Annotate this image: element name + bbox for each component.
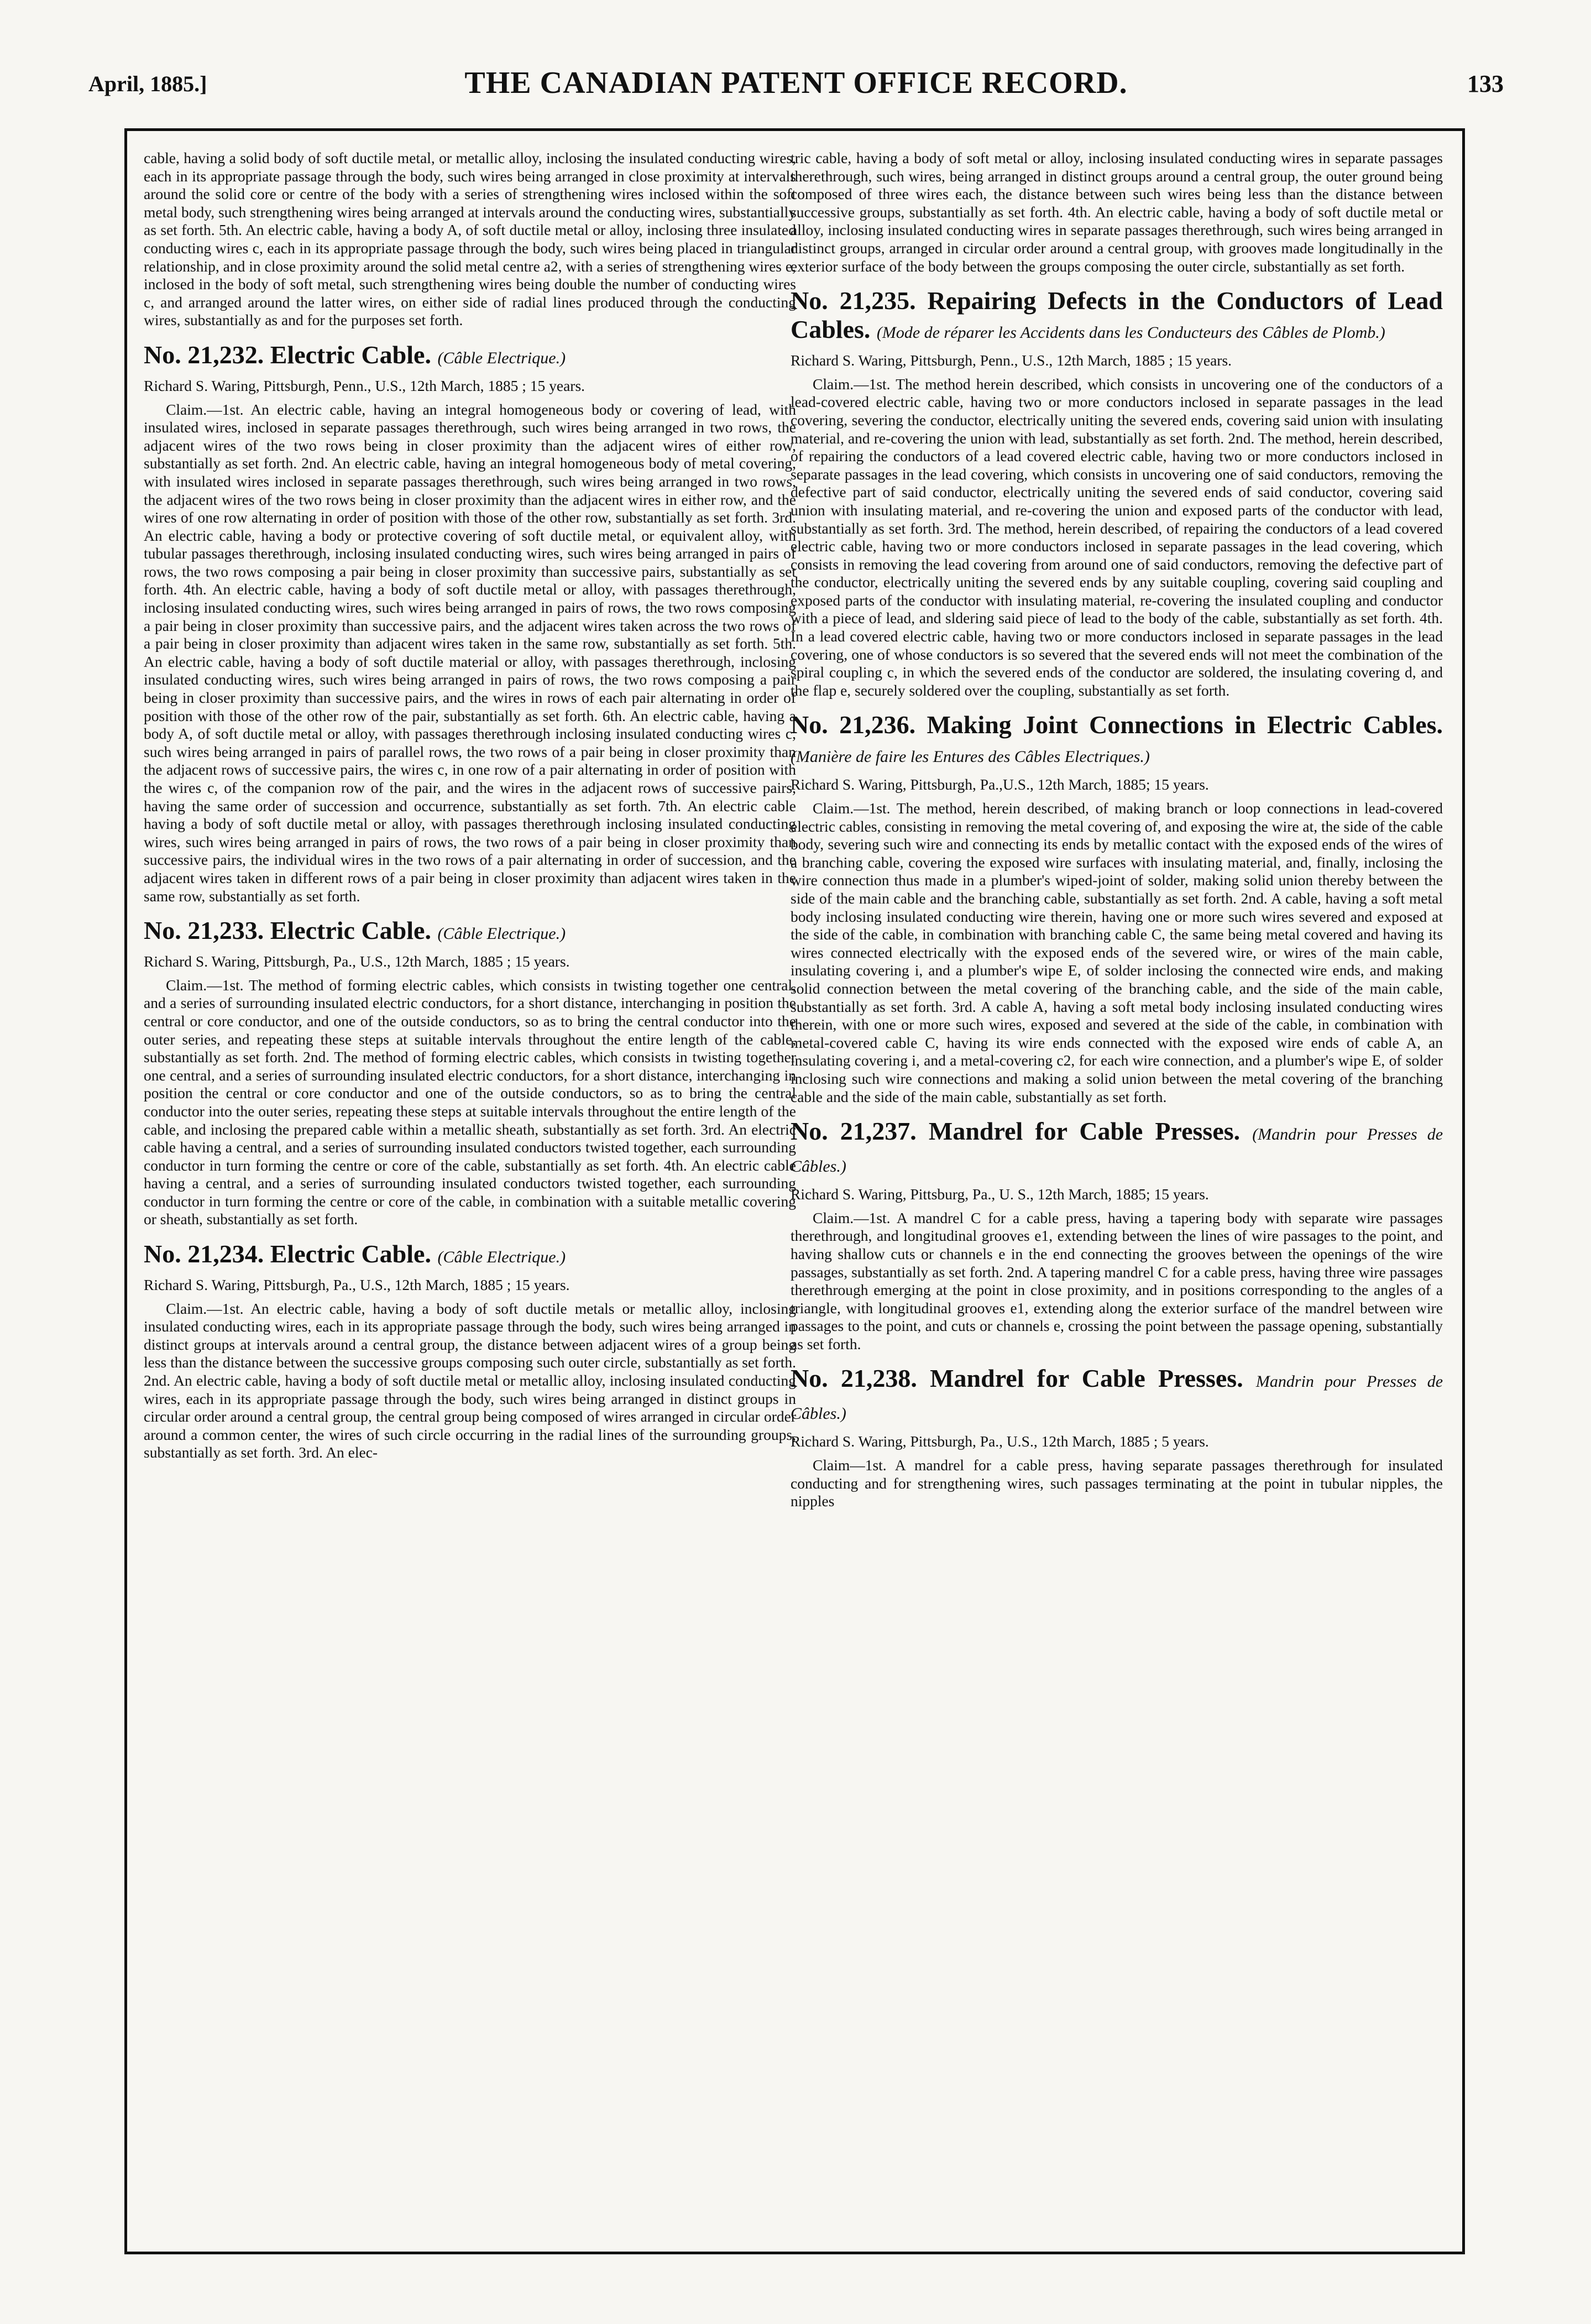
patent-title-french: Mandrin pour Presses de Câbles.) xyxy=(791,1372,1443,1423)
issue-date: April, 1885.] xyxy=(88,71,207,96)
patentee-line: Richard S. Waring, Pittsburg, Pa., U. S., 12th March, 1885; 15 years. xyxy=(791,1185,1209,1203)
journal-title: THE CANADIAN PATENT OFFICE RECORD. xyxy=(464,66,1128,100)
patent-title-french: (Câble Electrique.) xyxy=(437,348,566,367)
patent-heading xyxy=(791,1117,1443,1181)
patentee-line: Richard S. Waring, Pittsburgh, Pa., U.S., 12th March, 1885 ; 15 years. xyxy=(144,1276,570,1294)
patent-title-french: (Câble Electrique.) xyxy=(437,1248,566,1267)
page-number: 133 xyxy=(1467,70,1504,97)
patent-number: No. 21,236. xyxy=(791,711,916,739)
patent-entry xyxy=(144,341,796,905)
patent-entry xyxy=(791,1117,1443,1353)
patent-title: Electric Cable. xyxy=(270,916,431,945)
patent-title-french: (Mode de réparer les Accidents dans les Conducteurs des Câbles de Plomb.) xyxy=(876,323,1385,342)
patent-entry xyxy=(144,1240,796,1462)
patent-entry xyxy=(791,286,1443,699)
patent-number: No. 21,237. xyxy=(791,1117,917,1146)
continued-claim-text: tric cable, having a body of soft metal or alloy, inclosing insulated conducting wires in separate passages therethrough, such wires, being arranged in distinct groups around a central group, the outer ground being composed of three wires each, the distance between such wires being less than the distance between successive groups, substantially as set forth. 4th. An electric cable, having a body of soft ductile metal or alloy, inclosing insulated conducting wires in separate passages therethrough, such wires being arranged in distinct groups, arranged in circular order around a central group, with grooves made longitudinally in the exterior surface of the body between the groups composing the outer circle, substantially as set forth. xyxy=(791,149,1443,275)
patentee-line: Richard S. Waring, Pittsburgh, Pa., U.S., 12th March, 1885 ; 15 years. xyxy=(144,953,570,970)
patent-title: Repairing Defects in the Conductors of Lead Cables. xyxy=(791,286,1443,344)
patent-heading xyxy=(791,286,1443,347)
patent-title-french: (Manière de faire les Entures des Câbles Electriques.) xyxy=(791,748,1150,766)
patent-title: Mandrel for Cable Presses. xyxy=(928,1117,1241,1146)
patent-title: Electric Cable. xyxy=(270,1240,431,1268)
patent-title: Making Joint Connections in Electric Cables. xyxy=(927,711,1443,739)
patent-title-french: (Câble Electrique.) xyxy=(437,925,566,943)
patentee-line: Richard S. Waring, Pittsburgh, Penn., U.S., 12th March, 1885 ; 15 years. xyxy=(144,377,585,394)
patent-number: No. 21,234. xyxy=(144,1240,264,1268)
claim-text: Claim.—1st. The method herein described, which consists in uncovering one of the conductors of a lead-covered electric cable, having two or more conductors inclosed in separate passages in the lead covering, severing the conductor, electrically uniting the severed ends, covering said union with insulating material, and re-covering the union with lead, substantially as set forth. 2nd. The method, herein described, of repairing the conductors of a lead covered electric cable, having two or more conductors inclosed in separate passages in the lead covering, which consists in uncovering one of said conductors, removing the defective part of said conductor, electrically uniting the severed ends of said conductor, covering said union with insulating material, and re-covering the union and exposed parts of the conductor with lead, substantially as set forth. 3rd. The method, herein described, of repairing the conductors of a lead covered electric cable, having two or more conductors inclosed in separate passages in the lead covering, which consists in removing the lead covering from around one of said conductors, removing the defective part of the conductor, electrically uniting the severed ends by any suitable coupling, covering said coupling and exposed parts of the conductor with insulating material, re-covering the insulated coupling and conductor with a piece of lead, and sldering said piece of lead to the body of the cable, substantially as set forth. 4th. In a lead covered electric cable, having two or more conductors inclosed in separate passages in the lead covering, one of whose conductors is so severed that the severed ends will not meet the combination of the spiral coupling c, in which the severed ends of the conductor are soldered, the insulating covering d, and the flap e, securely soldered over the coupling, substantially as set forth. xyxy=(791,375,1443,699)
claim-text: Claim.—1st. The method, herein described, of making branch or loop connections in lead-covered electric cables, consisting in removing the metal covering of, and exposing the wire at, the side of the cable body, severing such wire and connecting its ends by metallic contact with the exposed ends of the wires of a branching cable, covering the exposed wire surfaces with insulating material, and, finally, inclosing the wire connection thus made in a plumber's wiped-joint of solder, making solid union thereby between the side of the main cable and the branching cable, substantially as set forth. 2nd. A cable, having a soft metal body inclosing insulated conducting wire therein, having one or more such wires severed and exposed at the side of the cable, in combination with branching cable C, the same being metal covered and having its wires connected electrically with the exposed ends of the severed wire, or wires of the main cable, insulating covering i, and a plumber's wipe E, of solder inclosing the connected wire ends, and making solid connection between the metal covering of the branching cable, and the side of the main cable, substantially as set forth. 3rd. A cable A, having a soft metal body inclosing insulated conducting wires therein, with one or more such wires, exposed and severed at the side of the cable, in combination with metal-covered cable C, having its wire ends connected with the exposed wire ends of cable A, an insulating covering i, and a metal-covering c2, for each wire connection, and a plumber's wipe E, of solder inclosing such wire connections and making a solid union between the metal covering of the branching cable and the side of the main cable, substantially as set forth. xyxy=(791,800,1443,1105)
patent-heading xyxy=(144,341,796,373)
patentee-line: Richard S. Waring, Pittsburgh, Penn., U.S., 12th March, 1885 ; 15 years. xyxy=(791,352,1232,369)
patent-title: Mandrel for Cable Presses. xyxy=(930,1364,1243,1393)
claim-text: Claim.—1st. A mandrel C for a cable press, having a tapering body with separate wire passages therethrough, and longitudinal grooves e1, extending between the lines of wire passages to the point, and having shallow cuts or channels e in the end connecting the grooves between the openings of the wire passages, substantially as set forth. 2nd. A tapering mandrel C for a cable press, having three wire passages therethrough emerging at the point in close proximity, and in positions corresponding to the angles of a triangle, with longitudinal grooves e1, extending along the exterior surface of the mandrel between wire passages to the point, and cuts or channels e, crossing the point between the passage opening, substantially as set forth. xyxy=(791,1209,1443,1352)
right-column xyxy=(791,149,1443,2247)
running-header xyxy=(88,65,1504,115)
patent-entry xyxy=(144,916,796,1229)
patent-heading xyxy=(144,1240,796,1272)
patentee-line: Richard S. Waring, Pittsburgh, Pa., U.S., 12th March, 1885 ; 5 years. xyxy=(791,1433,1209,1450)
patent-number: No. 21,238. xyxy=(791,1364,917,1393)
patent-heading xyxy=(144,916,796,948)
patent-number: No. 21,233. xyxy=(144,916,264,945)
patent-heading xyxy=(791,711,1443,771)
patent-heading xyxy=(791,1364,1443,1428)
patent-entry xyxy=(791,1364,1443,1510)
left-column xyxy=(144,149,796,2247)
claim-text: Claim.—1st. The method of forming electric cables, which consists in twisting together one central, and a series of surrounding insulated electric conductors, for a short distance, interchanging in position the central or core conductor, and one of the outside conductors, so as to bring the central conductor into the outer series, and repeating these steps at suitable intervals throughout the entire length of the cable, substantially as set forth. 2nd. The method of forming electric cables, which consists in twisting together one central, and a series of surrounding insulated electric conductors, for a short distance, interchanging in position the central or core conductor and one of the outside conductors, so as to bring the central conductor into the outer series, repeating these steps at suitable intervals throughout the entire length of the cable, and inclosing the prepared cable within a metallic sheath, substantially as set forth. 3rd. An electric cable having a central, and a series of surrounding insulated conductors twisted together, each surrounding conductor in turn forming the centre or core of the cable, substantially as set forth. 4th. An electric cable having a central, and a series of surrounding insulated conductors twisted together, each surrounding conductor in turn forming the centre or core of the cable, in combination with a suitable metallic covering or sheath, substantially as set forth. xyxy=(144,976,796,1228)
claim-text: Claim.—1st. An electric cable, having an integral homogeneous body or covering of lead, with insulated wires, inclosed in separate passages therethrough, such wires being arranged in two rows, the adjacent wires of the two rows being in closer proximity than the adjacent wires of either row, substantially as set forth. 2nd. An electric cable, having an integral homogeneous body of metal covering, with insulated wires inclosed in separate passages therethrough, such wires being arranged in two rows, the adjacent wires of the two rows being in closer proximity than the adjacent wires in either row, and the wires of one row alternating in order of position with those of the other row, substantially as set forth. 3rd. An electric cable, having a body or protective covering of soft ductile metal, or equivalent alloy, with tubular passages therethrough, inclosing insulated conducting wires, such wires being arranged in pairs of rows, the two rows composing a pair being in closer proximity than successive pairs, substantially as set forth. 4th. An electric cable, having a body of soft ductile metal or alloy, with passages therethrough, inclosing insulated conducting wires, such wires being arranged in pairs of rows, the two rows composing a pair being in closer proximity than successive pairs, and the adjacent wires taken across the two rows of a pair being in closer proximity than adjacent wires taken in the same row, substantially as set forth. 5th. An electric cable, having a body of soft ductile material or alloy, with passages therethrough, inclosing insulated conducting wires, such wires being arranged in pairs of rows, the two rows composing a pair being in closer proximity than successive pairs, and the wires in rows of each pair alternating in order of position with those of the other row of the pair, substantially as set forth. 6th. An electric cable, having a body A, of soft ductile metal or alloy, with passages therethrough inclosing insulated conducting wires c, such wires being arranged in pairs of parallel rows, the two rows of a pair being in closer proximity than the adjacent rows of successive pairs, the wires c, in one row of a pair alternating in order of position with the wires c, of the companion row of the pair, and the wires in the adjacent rows of successive pairs, having the same order of succession and occurrence, substantially as set forth. 7th. An electric cable having a body of soft ductile metal or alloy, with passages therethrough inclosing insulated conducting wires, such wires being arranged in pairs of rows, the two rows of a pair being in closer proximity than successive pairs, the individual wires in the two rows of a pair alternating in order of succession, and the adjacent wires taken in different rows of a pair being in closer proximity than adjacent wires taken in the same row, substantially as set forth. xyxy=(144,400,796,905)
patent-number: No. 21,232. xyxy=(144,340,264,369)
continued-claim-text: cable, having a solid body of soft ductile metal, or metallic alloy, inclosing the insulated conducting wires, each in its appropriate passage through the body, such wires being arranged in close proximity at intervals around the solid core or centre of the body with a series of strengthening wires inclosed within the soft metal body, such strengthening wires being arranged at intervals around the conducting wires, substantially as set forth. 5th. An electric cable, having a body A, of soft ductile metal or alloy, inclosing three insulated conducting wires c, each in its appropriate passage through the body, such wires being placed in triangular relationship, and in close proximity around the solid metal centre a2, with a series of strengthening wires e, inclosed in the body of soft metal, such strengthening wires being double the number of conducting wires c, and arranged around the latter wires, on either side of radial lines produced through the conducting wires, substantially as and for the purposes set forth. xyxy=(144,149,796,329)
patent-title-french: (Mandrin pour Presses de Câbles.) xyxy=(791,1125,1443,1176)
patent-entry xyxy=(791,711,1443,1106)
claim-text: Claim.—1st. An electric cable, having a body of soft ductile metals or metallic alloy, inclosing insulated conducting wires, each in its appropriate passage through the body, such wires being arranged in distinct groups at intervals around a central group, the distance between adjacent wires of a group being less than the distance between the successive groups composing such outer circle, substantially as set forth. 2nd. An electric cable, having a body of soft ductile metal or metallic alloy, inclosing insulated conducting wires, each in its appropriate passage through the body, such wires being arranged in distinct groups in circular order around a central group, the central group being composed of wires arranged in circular order around a common center, the wires of such circle occurring in the radial lines of the surrounding groups, substantially as set forth. 3rd. An elec- xyxy=(144,1299,796,1461)
patent-title: Electric Cable. xyxy=(270,340,431,369)
patent-number: No. 21,235. xyxy=(791,286,916,315)
patentee-line: Richard S. Waring, Pittsburgh, Pa.,U.S., 12th March, 1885; 15 years. xyxy=(791,776,1209,793)
claim-text: Claim—1st. A mandrel for a cable press, having separate passages therethrough for insulated conducting and for strengthening wires, such passages terminating at the point in tubular nipples, the nipples xyxy=(791,1456,1443,1510)
